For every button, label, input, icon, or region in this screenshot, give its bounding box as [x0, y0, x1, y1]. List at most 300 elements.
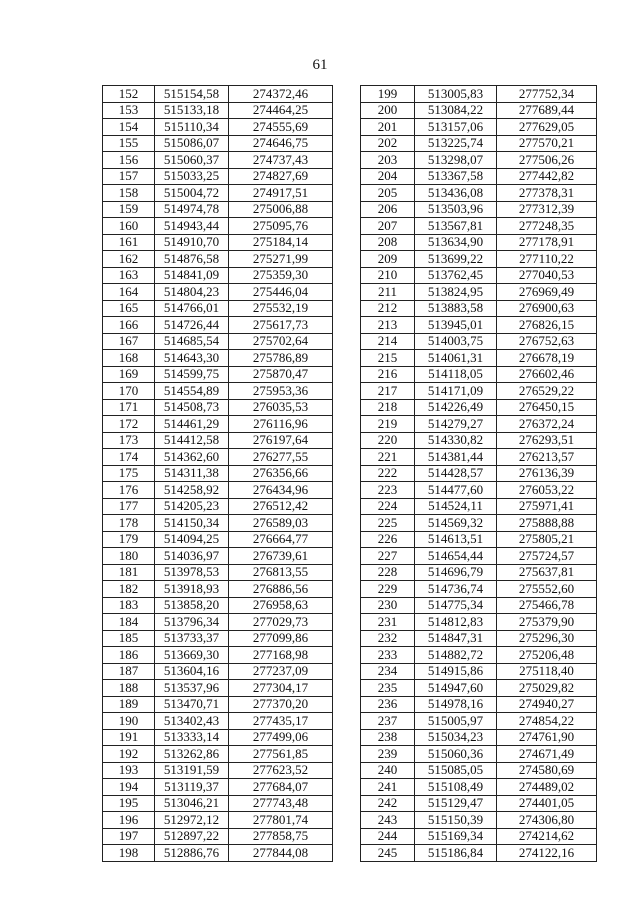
y-coordinate-cell: 277858,75: [229, 828, 333, 845]
x-coordinate-cell: 514974,78: [155, 201, 229, 218]
table-row: [103, 795, 333, 812]
y-coordinate-cell: 276529,22: [497, 383, 597, 400]
point-number-cell: 170: [103, 383, 155, 400]
table-row: [103, 168, 333, 185]
y-coordinate-cell: 277623,52: [229, 762, 333, 779]
point-number-cell: 227: [361, 548, 415, 565]
point-number-cell: 219: [361, 416, 415, 433]
table-row: [361, 135, 597, 152]
x-coordinate-cell: 514847,31: [415, 630, 497, 647]
table-row: [361, 696, 597, 713]
table-row: [103, 597, 333, 614]
point-number-cell: 194: [103, 779, 155, 796]
y-coordinate-cell: 277248,35: [497, 218, 597, 235]
x-coordinate-cell: 514569,32: [415, 515, 497, 532]
table-row: [103, 267, 333, 284]
table-row: [103, 152, 333, 169]
y-coordinate-cell: 276602,46: [497, 366, 597, 383]
y-coordinate-cell: 277801,74: [229, 812, 333, 829]
coordinates-table-right: [360, 85, 597, 862]
y-coordinate-cell: 275617,73: [229, 317, 333, 334]
y-coordinate-cell: 275446,04: [229, 284, 333, 301]
x-coordinate-cell: 514804,23: [155, 284, 229, 301]
point-number-cell: 161: [103, 234, 155, 251]
x-coordinate-cell: 515108,49: [415, 779, 497, 796]
y-coordinate-cell: 275786,89: [229, 350, 333, 367]
coordinates-table-left: [102, 85, 333, 862]
y-coordinate-cell: 277304,17: [229, 680, 333, 697]
y-coordinate-cell: 274827,69: [229, 168, 333, 185]
point-number-cell: 181: [103, 564, 155, 581]
table-row: [103, 746, 333, 763]
table-row: [103, 218, 333, 235]
point-number-cell: 207: [361, 218, 415, 235]
point-number-cell: 242: [361, 795, 415, 812]
x-coordinate-cell: 513225,74: [415, 135, 497, 152]
y-coordinate-cell: 277312,39: [497, 201, 597, 218]
x-coordinate-cell: 514947,60: [415, 680, 497, 697]
y-coordinate-cell: 276035,53: [229, 399, 333, 416]
point-number-cell: 177: [103, 498, 155, 515]
table-row: [103, 564, 333, 581]
point-number-cell: 231: [361, 614, 415, 631]
x-coordinate-cell: 514766,01: [155, 300, 229, 317]
y-coordinate-cell: 275724,57: [497, 548, 597, 565]
point-number-cell: 230: [361, 597, 415, 614]
y-coordinate-cell: 274646,75: [229, 135, 333, 152]
y-coordinate-cell: 276589,03: [229, 515, 333, 532]
table-row: [361, 746, 597, 763]
x-coordinate-cell: 514330,82: [415, 432, 497, 449]
x-coordinate-cell: 513796,34: [155, 614, 229, 631]
table-row: [103, 399, 333, 416]
table-row: [361, 828, 597, 845]
point-number-cell: 153: [103, 102, 155, 119]
point-number-cell: 224: [361, 498, 415, 515]
x-coordinate-cell: 514381,44: [415, 449, 497, 466]
point-number-cell: 158: [103, 185, 155, 202]
x-coordinate-cell: 513005,83: [415, 86, 497, 103]
y-coordinate-cell: 274940,27: [497, 696, 597, 713]
y-coordinate-cell: 277442,82: [497, 168, 597, 185]
table-row: [103, 696, 333, 713]
table-row: [103, 845, 333, 862]
point-number-cell: 244: [361, 828, 415, 845]
point-number-cell: 183: [103, 597, 155, 614]
point-number-cell: 198: [103, 845, 155, 862]
point-number-cell: 239: [361, 746, 415, 763]
point-number-cell: 187: [103, 663, 155, 680]
point-number-cell: 162: [103, 251, 155, 268]
y-coordinate-cell: 275805,21: [497, 531, 597, 548]
point-number-cell: 202: [361, 135, 415, 152]
table-row: [361, 185, 597, 202]
table-row: [361, 284, 597, 301]
point-number-cell: 199: [361, 86, 415, 103]
y-coordinate-cell: 277168,98: [229, 647, 333, 664]
x-coordinate-cell: 514362,60: [155, 449, 229, 466]
y-coordinate-cell: 276293,51: [497, 432, 597, 449]
y-coordinate-cell: 275971,41: [497, 498, 597, 515]
table-row: [103, 86, 333, 103]
table-row: [361, 102, 597, 119]
x-coordinate-cell: 514685,54: [155, 333, 229, 350]
point-number-cell: 222: [361, 465, 415, 482]
point-number-cell: 171: [103, 399, 155, 416]
x-coordinate-cell: 513191,59: [155, 762, 229, 779]
x-coordinate-cell: 514412,58: [155, 432, 229, 449]
y-coordinate-cell: 276197,64: [229, 432, 333, 449]
x-coordinate-cell: 515186,84: [415, 845, 497, 862]
table-row: [361, 548, 597, 565]
point-number-cell: 164: [103, 284, 155, 301]
table-row: [361, 300, 597, 317]
x-coordinate-cell: 514882,72: [415, 647, 497, 664]
table-row: [103, 630, 333, 647]
y-coordinate-cell: 276356,66: [229, 465, 333, 482]
y-coordinate-cell: 275206,48: [497, 647, 597, 664]
point-number-cell: 203: [361, 152, 415, 169]
y-coordinate-cell: 276450,15: [497, 399, 597, 416]
y-coordinate-cell: 274122,16: [497, 845, 597, 862]
table-row: [103, 614, 333, 631]
x-coordinate-cell: 514613,51: [415, 531, 497, 548]
point-number-cell: 221: [361, 449, 415, 466]
x-coordinate-cell: 514978,16: [415, 696, 497, 713]
x-coordinate-cell: 514226,49: [415, 399, 497, 416]
table-row: [103, 663, 333, 680]
table-row: [103, 762, 333, 779]
point-number-cell: 240: [361, 762, 415, 779]
table-row: [361, 168, 597, 185]
y-coordinate-cell: 276136,39: [497, 465, 597, 482]
table-row: [361, 465, 597, 482]
point-number-cell: 180: [103, 548, 155, 565]
table-row: [361, 614, 597, 631]
table-row: [103, 102, 333, 119]
x-coordinate-cell: 514876,58: [155, 251, 229, 268]
table-row: [103, 251, 333, 268]
x-coordinate-cell: 514915,86: [415, 663, 497, 680]
x-coordinate-cell: 512897,22: [155, 828, 229, 845]
point-number-cell: 189: [103, 696, 155, 713]
table-row: [361, 234, 597, 251]
y-coordinate-cell: 275296,30: [497, 630, 597, 647]
y-coordinate-cell: 277110,22: [497, 251, 597, 268]
point-number-cell: 233: [361, 647, 415, 664]
point-number-cell: 154: [103, 119, 155, 136]
point-number-cell: 234: [361, 663, 415, 680]
x-coordinate-cell: 513858,20: [155, 597, 229, 614]
y-coordinate-cell: 276886,56: [229, 581, 333, 598]
table-row: [361, 762, 597, 779]
x-coordinate-cell: 515033,25: [155, 168, 229, 185]
y-coordinate-cell: 276969,49: [497, 284, 597, 301]
table-row: [361, 399, 597, 416]
x-coordinate-cell: 513084,22: [415, 102, 497, 119]
x-coordinate-cell: 514524,11: [415, 498, 497, 515]
y-coordinate-cell: 275379,90: [497, 614, 597, 631]
table-row: [103, 482, 333, 499]
point-number-cell: 216: [361, 366, 415, 383]
point-number-cell: 229: [361, 581, 415, 598]
x-coordinate-cell: 514775,34: [415, 597, 497, 614]
table-row: [361, 119, 597, 136]
point-number-cell: 213: [361, 317, 415, 334]
table-row: [103, 416, 333, 433]
point-number-cell: 191: [103, 729, 155, 746]
y-coordinate-cell: 275702,64: [229, 333, 333, 350]
table-row: [361, 795, 597, 812]
x-coordinate-cell: 514118,05: [415, 366, 497, 383]
y-coordinate-cell: 274489,02: [497, 779, 597, 796]
x-coordinate-cell: 515129,47: [415, 795, 497, 812]
x-coordinate-cell: 514643,30: [155, 350, 229, 367]
x-coordinate-cell: 514943,44: [155, 218, 229, 235]
y-coordinate-cell: 277029,73: [229, 614, 333, 631]
table-row: [361, 383, 597, 400]
x-coordinate-cell: 515004,72: [155, 185, 229, 202]
table-row: [361, 531, 597, 548]
x-coordinate-cell: 514279,27: [415, 416, 497, 433]
x-coordinate-cell: 514696,79: [415, 564, 497, 581]
point-number-cell: 211: [361, 284, 415, 301]
point-number-cell: 200: [361, 102, 415, 119]
y-coordinate-cell: 274761,90: [497, 729, 597, 746]
x-coordinate-cell: 514003,75: [415, 333, 497, 350]
x-coordinate-cell: 514428,57: [415, 465, 497, 482]
x-coordinate-cell: 515034,23: [415, 729, 497, 746]
y-coordinate-cell: 275552,60: [497, 581, 597, 598]
y-coordinate-cell: 277629,05: [497, 119, 597, 136]
point-number-cell: 210: [361, 267, 415, 284]
x-coordinate-cell: 514477,60: [415, 482, 497, 499]
y-coordinate-cell: 275184,14: [229, 234, 333, 251]
x-coordinate-cell: 515150,39: [415, 812, 497, 829]
y-coordinate-cell: 277237,09: [229, 663, 333, 680]
table-row: [361, 812, 597, 829]
x-coordinate-cell: 513436,08: [415, 185, 497, 202]
table-row: [361, 152, 597, 169]
point-number-cell: 176: [103, 482, 155, 499]
y-coordinate-cell: 275029,82: [497, 680, 597, 697]
x-coordinate-cell: 513978,53: [155, 564, 229, 581]
y-coordinate-cell: 276213,57: [497, 449, 597, 466]
point-number-cell: 175: [103, 465, 155, 482]
point-number-cell: 206: [361, 201, 415, 218]
table-row: [103, 350, 333, 367]
x-coordinate-cell: 513945,01: [415, 317, 497, 334]
point-number-cell: 212: [361, 300, 415, 317]
point-number-cell: 152: [103, 86, 155, 103]
x-coordinate-cell: 514036,97: [155, 548, 229, 565]
y-coordinate-cell: 277178,91: [497, 234, 597, 251]
y-coordinate-cell: 274917,51: [229, 185, 333, 202]
x-coordinate-cell: 513669,30: [155, 647, 229, 664]
y-coordinate-cell: 274671,49: [497, 746, 597, 763]
y-coordinate-cell: 277506,26: [497, 152, 597, 169]
table-row: [361, 663, 597, 680]
point-number-cell: 243: [361, 812, 415, 829]
y-coordinate-cell: 277844,08: [229, 845, 333, 862]
y-coordinate-cell: 275637,81: [497, 564, 597, 581]
point-number-cell: 225: [361, 515, 415, 532]
y-coordinate-cell: 275888,88: [497, 515, 597, 532]
table-row: [103, 812, 333, 829]
x-coordinate-cell: 513470,71: [155, 696, 229, 713]
table-row: [103, 515, 333, 532]
table-row: [361, 218, 597, 235]
x-coordinate-cell: 514736,74: [415, 581, 497, 598]
point-number-cell: 209: [361, 251, 415, 268]
table-row: [361, 317, 597, 334]
point-number-cell: 169: [103, 366, 155, 383]
x-coordinate-cell: 513046,21: [155, 795, 229, 812]
table-row: [103, 119, 333, 136]
point-number-cell: 173: [103, 432, 155, 449]
x-coordinate-cell: 513333,14: [155, 729, 229, 746]
point-number-cell: 179: [103, 531, 155, 548]
table-row: [361, 498, 597, 515]
y-coordinate-cell: 277099,86: [229, 630, 333, 647]
y-coordinate-cell: 277752,34: [497, 86, 597, 103]
y-coordinate-cell: 274214,62: [497, 828, 597, 845]
point-number-cell: 160: [103, 218, 155, 235]
y-coordinate-cell: 276512,42: [229, 498, 333, 515]
x-coordinate-cell: 512972,12: [155, 812, 229, 829]
y-coordinate-cell: 276826,15: [497, 317, 597, 334]
y-coordinate-cell: 276900,63: [497, 300, 597, 317]
x-coordinate-cell: 514654,44: [415, 548, 497, 565]
point-number-cell: 217: [361, 383, 415, 400]
point-number-cell: 208: [361, 234, 415, 251]
point-number-cell: 185: [103, 630, 155, 647]
table-row: [103, 498, 333, 515]
point-number-cell: 178: [103, 515, 155, 532]
x-coordinate-cell: 515133,18: [155, 102, 229, 119]
point-number-cell: 174: [103, 449, 155, 466]
y-coordinate-cell: 275953,36: [229, 383, 333, 400]
table-row: [103, 135, 333, 152]
y-coordinate-cell: 274401,05: [497, 795, 597, 812]
point-number-cell: 193: [103, 762, 155, 779]
table-row: [103, 779, 333, 796]
y-coordinate-cell: 277561,85: [229, 746, 333, 763]
x-coordinate-cell: 515154,58: [155, 86, 229, 103]
y-coordinate-cell: 274306,80: [497, 812, 597, 829]
x-coordinate-cell: 513824,95: [415, 284, 497, 301]
table-row: [103, 531, 333, 548]
point-number-cell: 228: [361, 564, 415, 581]
x-coordinate-cell: 515085,05: [415, 762, 497, 779]
point-number-cell: 172: [103, 416, 155, 433]
y-coordinate-cell: 277743,48: [229, 795, 333, 812]
x-coordinate-cell: 513699,22: [415, 251, 497, 268]
table-row: [103, 680, 333, 697]
y-coordinate-cell: 276813,55: [229, 564, 333, 581]
x-coordinate-cell: 514910,70: [155, 234, 229, 251]
point-number-cell: 215: [361, 350, 415, 367]
table-row: [103, 548, 333, 565]
point-number-cell: 186: [103, 647, 155, 664]
x-coordinate-cell: 515110,34: [155, 119, 229, 136]
point-number-cell: 184: [103, 614, 155, 631]
table-row: [103, 366, 333, 383]
point-number-cell: 235: [361, 680, 415, 697]
x-coordinate-cell: 514841,09: [155, 267, 229, 284]
table-row: [103, 449, 333, 466]
point-number-cell: 241: [361, 779, 415, 796]
point-number-cell: 237: [361, 713, 415, 730]
table-row: [361, 201, 597, 218]
y-coordinate-cell: 275118,40: [497, 663, 597, 680]
table-row: [103, 581, 333, 598]
point-number-cell: 226: [361, 531, 415, 548]
y-coordinate-cell: 274555,69: [229, 119, 333, 136]
table-row: [103, 317, 333, 334]
table-row: [361, 482, 597, 499]
x-coordinate-cell: 514150,34: [155, 515, 229, 532]
table-row: [103, 465, 333, 482]
point-number-cell: 166: [103, 317, 155, 334]
y-coordinate-cell: 276678,19: [497, 350, 597, 367]
point-number-cell: 165: [103, 300, 155, 317]
x-coordinate-cell: 514061,31: [415, 350, 497, 367]
x-coordinate-cell: 515086,07: [155, 135, 229, 152]
point-number-cell: 163: [103, 267, 155, 284]
point-number-cell: 245: [361, 845, 415, 862]
x-coordinate-cell: 515169,34: [415, 828, 497, 845]
x-coordinate-cell: 514726,44: [155, 317, 229, 334]
table-row: [103, 383, 333, 400]
point-number-cell: 214: [361, 333, 415, 350]
point-number-cell: 196: [103, 812, 155, 829]
x-coordinate-cell: 514461,29: [155, 416, 229, 433]
point-number-cell: 218: [361, 399, 415, 416]
y-coordinate-cell: 276116,96: [229, 416, 333, 433]
table-row: [361, 333, 597, 350]
x-coordinate-cell: 513883,58: [415, 300, 497, 317]
point-number-cell: 204: [361, 168, 415, 185]
y-coordinate-cell: 277370,20: [229, 696, 333, 713]
table-row: [103, 300, 333, 317]
x-coordinate-cell: 513762,45: [415, 267, 497, 284]
table-row: [361, 680, 597, 697]
y-coordinate-cell: 275870,47: [229, 366, 333, 383]
y-coordinate-cell: 276434,96: [229, 482, 333, 499]
y-coordinate-cell: 276958,63: [229, 597, 333, 614]
point-number-cell: 159: [103, 201, 155, 218]
table-row: [361, 845, 597, 862]
point-number-cell: 190: [103, 713, 155, 730]
table-row: [361, 267, 597, 284]
y-coordinate-cell: 275532,19: [229, 300, 333, 317]
y-coordinate-cell: 277040,53: [497, 267, 597, 284]
y-coordinate-cell: 276739,61: [229, 548, 333, 565]
x-coordinate-cell: 514258,92: [155, 482, 229, 499]
table-row: [103, 284, 333, 301]
y-coordinate-cell: 276053,22: [497, 482, 597, 499]
y-coordinate-cell: 274854,22: [497, 713, 597, 730]
y-coordinate-cell: 277684,07: [229, 779, 333, 796]
x-coordinate-cell: 514311,38: [155, 465, 229, 482]
point-number-cell: 168: [103, 350, 155, 367]
x-coordinate-cell: 513119,37: [155, 779, 229, 796]
y-coordinate-cell: 277689,44: [497, 102, 597, 119]
table-row: [103, 333, 333, 350]
x-coordinate-cell: 513262,86: [155, 746, 229, 763]
table-row: [361, 779, 597, 796]
